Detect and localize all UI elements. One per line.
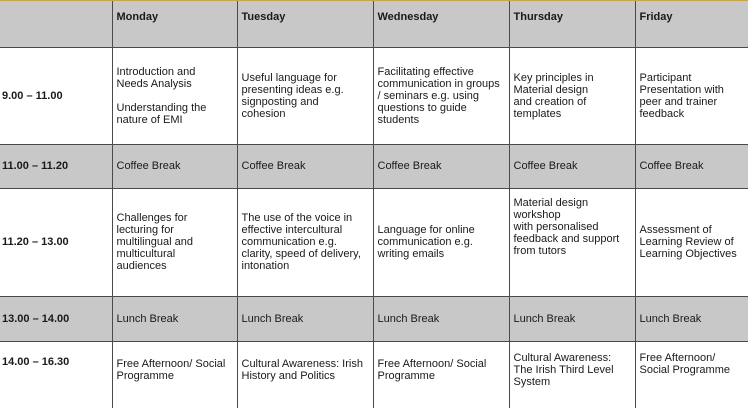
line: Programme: [116, 369, 174, 382]
coffee-break-row: [0, 144, 748, 188]
line: Challenges for: [116, 212, 188, 224]
line: History and Politics: [241, 369, 336, 382]
line: with personalised: [513, 220, 599, 233]
line: audiences: [116, 260, 167, 272]
line: Key principles in: [513, 71, 594, 84]
line: communication e.g.: [377, 236, 473, 248]
session-row-1120: [0, 188, 748, 296]
line: Assessment of: [639, 224, 712, 236]
line: clarity, speed of delivery,: [241, 248, 361, 260]
line: nature of EMI: [116, 113, 183, 126]
break-cell-tuesday: Coffee Break: [237, 144, 373, 188]
line: System: [513, 375, 551, 388]
break-cell-wednesday: Coffee Break: [373, 144, 509, 188]
line: Needs Analysis: [116, 77, 192, 90]
time-slot: 11.00 – 11.20: [0, 144, 112, 188]
session-cell-thursday: [509, 188, 635, 296]
time-slot: 9.00 – 11.00: [0, 47, 112, 144]
line: Useful language for: [241, 71, 337, 84]
corner-cell: [0, 1, 112, 47]
line: questions to guide: [377, 101, 467, 114]
session-cell-monday: [112, 47, 237, 144]
line: Material design: [513, 83, 589, 96]
break-cell-wednesday: Lunch Break: [373, 296, 509, 341]
day-header-friday: Friday: [635, 1, 748, 47]
line: feedback and support: [513, 232, 620, 245]
line: Free Afternoon/: [639, 351, 716, 364]
session-cell-wednesday: [373, 47, 509, 144]
timetable: [0, 1, 748, 408]
session-cell-thursday: [509, 341, 635, 408]
line: Understanding the: [116, 101, 207, 114]
time-slot: 14.00 – 16.30: [0, 341, 112, 408]
session-cell-wednesday: [373, 341, 509, 408]
line: Learning Review of: [639, 236, 734, 248]
line: signposting and: [241, 95, 319, 108]
day-header-thursday: Thursday: [509, 1, 635, 47]
session-cell-monday: [112, 188, 237, 296]
day-header-tuesday: Tuesday: [237, 1, 373, 47]
line: The Irish Third Level: [513, 363, 614, 376]
session-cell-tuesday: [237, 47, 373, 144]
break-cell-thursday: Coffee Break: [509, 144, 635, 188]
line: and creation of: [513, 95, 587, 108]
break-cell-friday: Lunch Break: [635, 296, 748, 341]
line: The use of the voice in: [241, 212, 353, 224]
session-cell-thursday: [509, 47, 635, 144]
line: Learning Objectives: [639, 248, 737, 260]
session-cell-tuesday: [237, 188, 373, 296]
line: intonation: [241, 260, 290, 272]
line: Facilitating effective: [377, 65, 474, 78]
line: Material design: [513, 196, 589, 209]
line: / seminars e.g. using: [377, 89, 479, 102]
break-cell-tuesday: Lunch Break: [237, 296, 373, 341]
line: Cultural Awareness: Irish: [241, 357, 363, 370]
session-row-0900: [0, 47, 748, 144]
line: presenting ideas e.g.: [241, 83, 344, 96]
break-cell-thursday: Lunch Break: [509, 296, 635, 341]
session-cell-wednesday: [373, 188, 509, 296]
session-cell-friday: [635, 188, 748, 296]
day-header-wednesday: Wednesday: [373, 1, 509, 47]
line: Introduction and: [116, 65, 196, 78]
line: multicultural: [116, 248, 176, 260]
line: from tutors: [513, 244, 567, 257]
line: multilingual and: [116, 236, 193, 248]
line: effective intercultural: [241, 224, 343, 236]
line: feedback: [639, 107, 685, 120]
line: Participant: [639, 71, 692, 84]
line: workshop: [513, 208, 561, 221]
line: peer and trainer: [639, 95, 718, 108]
time-slot: 11.20 – 13.00: [0, 188, 112, 296]
line: communication e.g.: [241, 236, 337, 248]
header-row: [0, 1, 748, 47]
break-cell-monday: Coffee Break: [112, 144, 237, 188]
break-cell-monday: Lunch Break: [112, 296, 237, 341]
line: communication in groups: [377, 77, 500, 90]
lunch-break-row: [0, 296, 748, 341]
line: Language for online: [377, 224, 475, 236]
line: lecturing for: [116, 224, 174, 236]
break-cell-friday: Coffee Break: [635, 144, 748, 188]
day-header-monday: Monday: [112, 1, 237, 47]
session-row-1400: [0, 341, 748, 408]
session-cell-friday: [635, 341, 748, 408]
line: writing emails: [377, 248, 445, 260]
line: Presentation with: [639, 83, 724, 96]
line: students: [377, 113, 420, 126]
line: cohesion: [241, 107, 286, 120]
line: templates: [513, 107, 562, 120]
line: Cultural Awareness:: [513, 351, 612, 364]
line: Programme: [377, 369, 435, 382]
session-cell-tuesday: [237, 341, 373, 408]
session-cell-monday: [112, 341, 237, 408]
line: Social Programme: [639, 363, 730, 376]
line: Free Afternoon/ Social: [377, 357, 487, 370]
time-slot: 13.00 – 14.00: [0, 296, 112, 341]
line: Free Afternoon/ Social: [116, 357, 226, 370]
session-cell-friday: [635, 47, 748, 144]
